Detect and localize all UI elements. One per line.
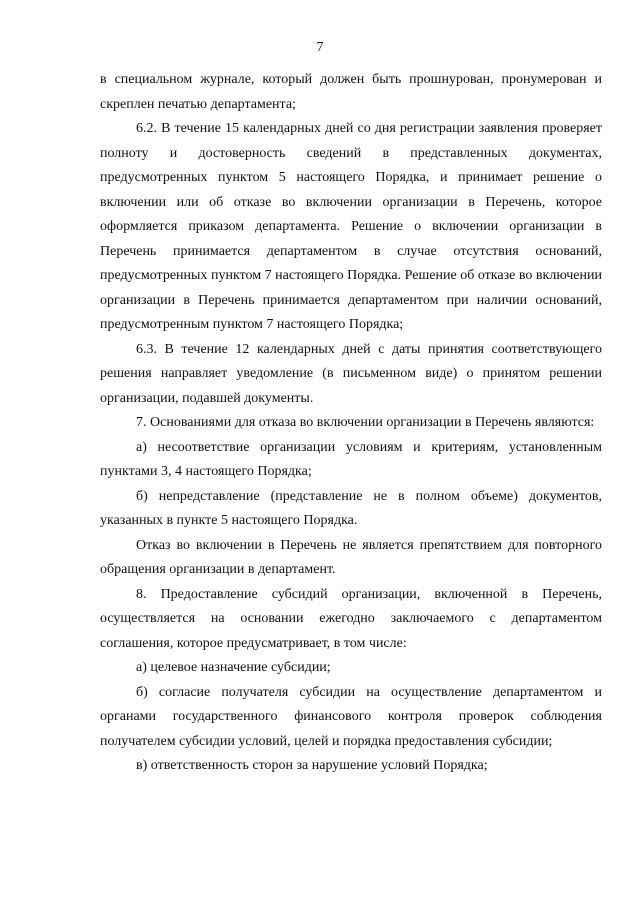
paragraph-refusal-note: Отказ во включении в Перечень не является препятствием для повторного обращения организации в департамент. (100, 537, 602, 577)
paragraph-7-b: б) непредставление (представление не в полном объеме) документов, указанных в пункте 5 настоящего Порядка. (100, 488, 602, 528)
page-number: 7 (316, 40, 324, 55)
paragraph-8-b: б) согласие получателя субсидии на осуществление департаментом и органами государственного финансового контроля проверок соблюдения получателем субсидии условий, целей и порядка предоставления субсидии; (100, 684, 602, 749)
paragraph-8-v: в) ответственность сторон за нарушение условий Порядка; (136, 758, 488, 773)
document-body (100, 68, 602, 779)
paragraph-6-3: 6.3. В течение 12 календарных дней с даты принятия соответствующего решения направляет уведомление (в письменном виде) о принятом решении организации, подавшей документы. (100, 341, 602, 406)
paragraph-journal-continuation: в специальном журнале, который должен быть прошнурован, пронумерован и скреплен печатью департамента; (100, 72, 602, 112)
paragraph-8: 8. Предоставление субсидий организации, включенной в Перечень, осуществляется на основании ежегодно заключаемого с департаментом соглашения, которое предусматривает, в том числе: (100, 586, 602, 651)
paragraph-8-a: а) целевое назначение субсидии; (136, 660, 331, 675)
paragraph-7: 7. Основаниями для отказа во включении организации в Перечень являются: (136, 415, 595, 430)
paragraph-6-2: 6.2. В течение 15 календарных дней со дня регистрации заявления проверяет полноту и достоверность сведений в представленных документах, предусмотренных пунктом 5 настоящего Порядка, и принимает решение о включении или об отказе во включении организации в Перечень, которое оформляется приказом департамента. Решение о включении организации в Перечень принимается департаментом в случае отсутствия оснований, предусмотренных пунктом 7 настоящего Порядка. Решение об отказе во включении организации в Перечень принимается департаментом при наличии оснований, предусмотренным пунктом 7 настоящего Порядка; (100, 121, 602, 332)
paragraph-7-a: а) несоответствие организации условиям и критериям, установленным пунктами 3, 4 настоящего Порядка; (100, 439, 602, 479)
